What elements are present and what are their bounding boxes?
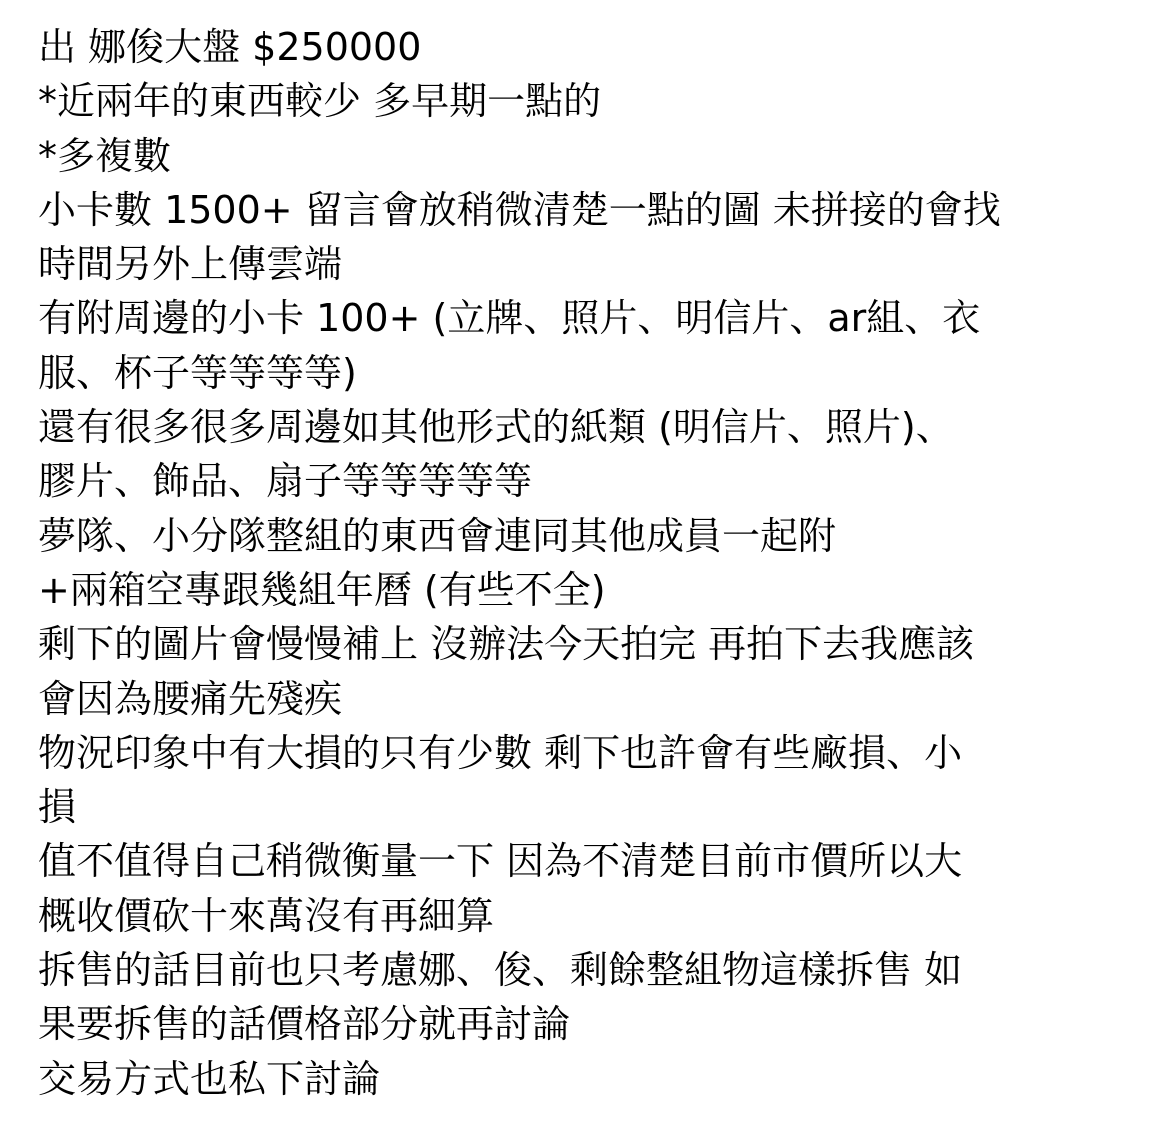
post-line: 果要拆售的話價格部分就再討論 <box>38 1002 571 1047</box>
post-line: 概收價砍十來萬沒有再細算 <box>38 893 495 938</box>
post-line: 值不值得自己稍微衡量一下 因為不清楚目前市價所以大 <box>38 839 963 884</box>
post-line: 會因為腰痛先殘疾 <box>38 676 343 721</box>
post-line: 物況印象中有大損的只有少數 剩下也許會有些廠損、小 <box>38 730 963 775</box>
post-line: 剩下的圖片會慢慢補上 沒辦法今天拍完 再拍下去我應該 <box>38 622 975 667</box>
post-body <box>38 20 1138 1106</box>
post-line: *近兩年的東西較少 多早期一點的 <box>38 79 602 124</box>
post-line: 膠片、飾品、扇子等等等等等 <box>38 459 533 504</box>
post-line: 服、杯子等等等等) <box>38 350 357 395</box>
post-line: 還有很多很多周邊如其他形式的紙類 (明信片、照片)、 <box>38 405 954 450</box>
post-line: 時間另外上傳雲端 <box>38 242 343 287</box>
post-line: 夢隊、小分隊整組的東西會連同其他成員一起附 <box>38 513 837 558</box>
post-line: *多複數 <box>38 133 172 178</box>
post-line: 拆售的話目前也只考慮娜、俊、剩餘整組物這樣拆售 如 <box>38 948 963 993</box>
post-line: 小卡數 1500+ 留言會放稍微清楚一點的圖 未拼接的會找 <box>38 187 1001 232</box>
post-line: +兩箱空專跟幾組年曆 (有些不全) <box>38 567 606 612</box>
post-line: 損 <box>38 785 77 830</box>
post-line: 有附周邊的小卡 100+ (立牌、照片、明信片、ar組、衣 <box>38 296 981 341</box>
post-line: 交易方式也私下討論 <box>38 1056 381 1101</box>
post-line-title: 出 娜俊大盤 $250000 <box>38 25 422 69</box>
